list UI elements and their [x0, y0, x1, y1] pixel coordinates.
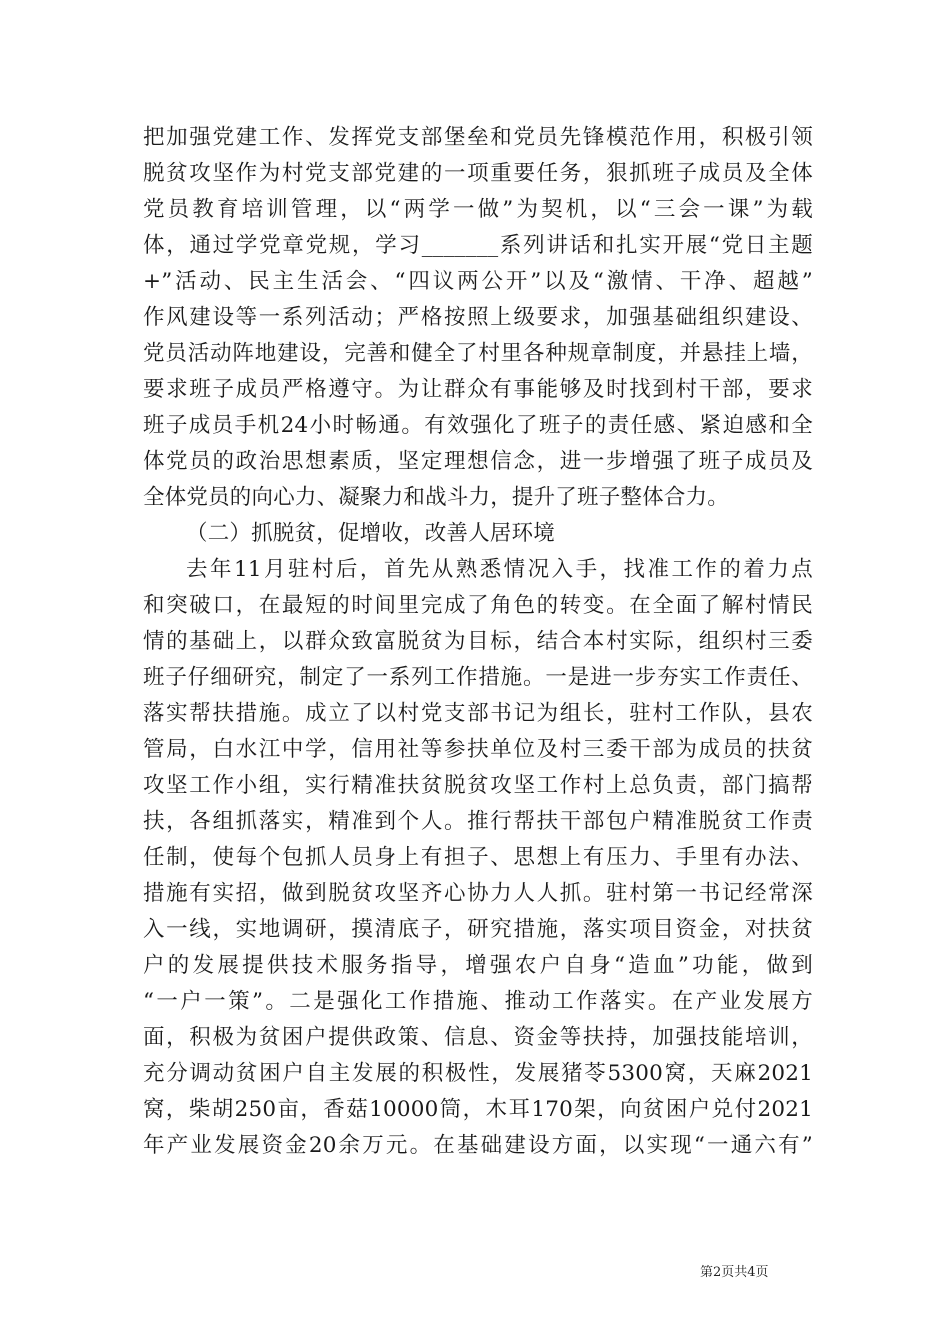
text-line: 落实帮扶措施。成立了以村党支部书记为组长，驻村工作队，县农	[143, 701, 813, 726]
text-line: 年产业发展资金20余万元。在基础建设方面，以实现“一通六有”	[143, 1133, 813, 1158]
text-line: 措施有实招，做到脱贫攻坚齐心协力人人抓。驻村第一书记经常深	[143, 881, 813, 906]
text-line: 体党员的政治思想素质，坚定理想信念，进一步增强了班子成员及	[143, 449, 813, 474]
text-line: 窝，柴胡250亩，香菇10000筒，木耳170架，向贫困户兑付2021	[143, 1097, 813, 1122]
text-line: “一户一策”。二是强化工作措施、推动工作落实。在产业发展方	[143, 989, 813, 1014]
text-line: 面，积极为贫困户提供政策、信息、资金等扶持，加强技能培训，	[143, 1025, 813, 1050]
text-line: 全体党员的向心力、凝聚力和战斗力，提升了班子整体合力。	[143, 485, 729, 510]
text-line: 作风建设等一系列活动；严格按照上级要求，加强基础组织建设、	[143, 305, 813, 330]
text-line: 攻坚工作小组，实行精准扶贫脱贫攻坚工作村上总负责，部门搞帮	[143, 773, 813, 798]
text-line: 充分调动贫困户自主发展的积极性，发展猪苓5300窝，天麻2021	[143, 1061, 813, 1086]
text-line: 班子仔细研究，制定了一系列工作措施。一是进一步夯实工作责任、	[143, 665, 813, 690]
text-line: +”活动、民主生活会、“四议两公开”以及“激情、干净、超越”	[143, 269, 813, 294]
text-line: 党员活动阵地建设，完善和健全了村里各种规章制度，并悬挂上墙，	[143, 341, 813, 366]
body-text	[143, 120, 813, 1164]
text-line: 脱贫攻坚作为村党支部党建的一项重要任务，狠抓班子成员及全体	[143, 161, 813, 186]
text-line: 入一线，实地调研，摸清底子，研究措施，落实项目资金，对扶贫	[143, 917, 813, 942]
text-line: 管局，白水江中学，信用社等参扶单位及村三委干部为成员的扶贫	[143, 737, 813, 762]
text-line: 党员教育培训管理，以“两学一做”为契机，以“三会一课”为载	[143, 197, 813, 222]
page-number: 第2页共4页	[700, 1265, 769, 1280]
text-line: 把加强党建工作、发挥党支部堡垒和党员先锋模范作用，积极引领	[143, 125, 813, 150]
section-heading: （二）抓脱贫，促增收，改善人居环境	[186, 521, 555, 546]
text-line: 去年11月驻村后，首先从熟悉情况入手，找准工作的着力点	[186, 557, 813, 582]
text-line: 班子成员手机24小时畅通。有效强化了班子的责任感、紧迫感和全	[143, 413, 813, 438]
text-line: 要求班子成员严格遵守。为让群众有事能够及时找到村干部，要求	[143, 377, 813, 402]
text-line: 扶，各组抓落实，精准到个人。推行帮扶干部包户精准脱贫工作责	[143, 809, 813, 834]
text-line: 任制，使每个包抓人员身上有担子、思想上有压力、手里有办法、	[143, 845, 813, 870]
text-line: 情的基础上，以群众致富脱贫为目标，结合本村实际，组织村三委	[143, 629, 813, 654]
text-line: 体，通过学党章党规，学习_______系列讲话和扎实开展“党日主题	[143, 233, 813, 258]
text-line: 户的发展提供技术服务指导，增强农户自身“造血”功能，做到	[143, 953, 813, 978]
text-line: 和突破口，在最短的时间里完成了角色的转变。在全面了解村情民	[143, 593, 813, 618]
